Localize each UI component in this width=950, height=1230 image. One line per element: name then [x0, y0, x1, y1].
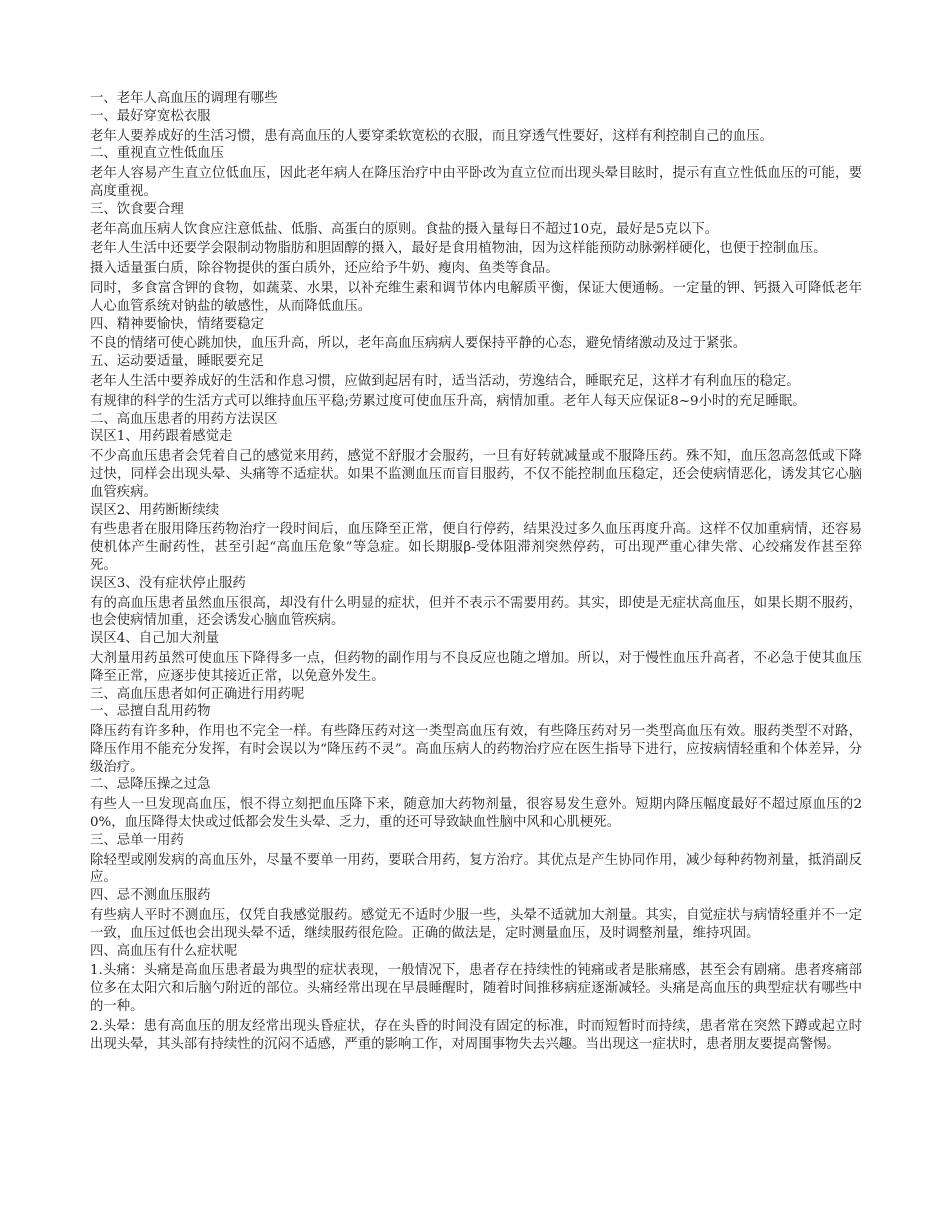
section-heading: 二、忌降压操之过急: [90, 777, 211, 793]
document-page: [90, 90, 862, 1053]
section-heading: 五、运动要适量，睡眠要充足: [90, 354, 265, 370]
paragraph: 有些患者在服用降压药物治疗一段时间后，血压降至正常，便自行停药，结果没过多久血压再度升高。这样不仅加重病情，还容易使机体产生耐药性，甚至引起“高血压危象”等急症。如长期服β-受体阻滞剂突然停药，可出现严重心律失常、心绞痛发作甚至猝死。: [90, 522, 862, 573]
section-heading: 误区4、自己加大剂量: [90, 631, 220, 647]
paragraph: 老年人生活中还要学会限制动物脂肪和胆固醇的摄入，最好是食用植物油，因为这样能预防动脉粥样硬化，也便于控制血压。: [90, 241, 827, 257]
paragraph: 有些病人平时不测血压，仅凭自我感觉服药。感觉无不适时少服一些，头晕不适就加大剂量。其实，自觉症状与病情轻重并不一定一致，血压过低也会出现头晕不适，继续服药很危险。正确的做法是，定时测量血压，及时调整剂量，维持巩固。: [90, 908, 862, 941]
section-heading: 四、精神要愉快，情绪要稳定: [90, 316, 265, 332]
section-heading: 三、饮食要合理: [90, 201, 184, 217]
paragraph: 有的高血压患者虽然血压很高，却没有什么明显的症状，但并不表示不需要用药。其实，即使是无症状高血压，如果长期不服药，也会使病情加重，还会诱发心脑血管疾病。: [90, 595, 862, 629]
section-heading: 误区1、用药跟着感觉走: [90, 429, 233, 445]
section-heading: 一、最好穿宽松衣服: [90, 108, 211, 124]
section-heading: 一、忌擅自乱用药物: [90, 704, 211, 720]
paragraph: 除轻型或刚发病的高血压外，尽量不要单一用药，要联合用药，复方治疗。其优点是产生协同作用，减少每种药物剂量，抵消副反应。: [90, 852, 862, 886]
section-heading: 四、高血压有什么症状呢: [90, 943, 238, 959]
paragraph: 老年人要养成好的生活习惯，患有高血压的人要穿柔软宽松的衣服，而且穿透气性要好，这样有利控制自己的血压。: [90, 128, 773, 144]
paragraph: 有规律的科学的生活方式可以维持血压平稳;劳累过度可使血压升高，病情加重。老年人每天应保证8~9小时的充足睡眠。: [90, 393, 806, 409]
paragraph: 降压药有许多种，作用也不完全一样。有些降压药对这一类型高血压有效，有些降压药对另一类型高血压有效。服药类型不对路，降压作用不能充分发挥，有时会误以为“降压药不灵”。高血压病人的药物治疗应在医生指导下进行，应按病情轻重和个体差异，分级治疗。: [90, 724, 862, 775]
paragraph: 老年人容易产生直立位低血压，因此老年病人在降压治疗中由平卧改为直立位而出现头晕目眩时，提示有直立性低血压的可能，要高度重视。: [90, 166, 862, 199]
paragraph: 有些人一旦发现高血压，恨不得立刻把血压降下来，随意加大药物剂量，很容易发生意外。短期内降压幅度最好不超过原血压的20%，血压降得太快或过低都会发生头晕、乏力，重的还可导致缺血性脑中风和心肌梗死。: [90, 797, 862, 831]
section-heading: 三、高血压患者如何正确进行用药呢: [90, 686, 305, 702]
section-heading: 二、高血压患者的用药方法误区: [90, 411, 278, 427]
section-heading: 四、忌不测血压服药: [90, 888, 211, 904]
section-heading: 一、老年人高血压的调理有哪些: [90, 91, 278, 106]
paragraph: 老年高血压病人饮食应注意低盐、低脂、高蛋白的原则。食盐的摄入量每日不超过10克，最好是5克以下。: [90, 221, 719, 237]
paragraph: 不少高血压患者会凭着自己的感觉来用药，感觉不舒服才会服药，一旦有好转就减量或不服降压药。殊不知，血压忽高忽低或下降过快，同样会出现头晕、头痛等不适症状。如果不监测血压而盲目服药，不仅不能控制血压稳定，还会使病情恶化，诱发其它心脑血管疾病。: [90, 449, 862, 500]
paragraph: 老年人生活中要养成好的生活和作息习惯，应做到起居有时，适当活动，劳逸结合，睡眠充足，这样才有利血压的稳定。: [90, 373, 800, 389]
paragraph: 2.头晕：患有高血压的朋友经常出现头昏症状，存在头昏的时间没有固定的标准，时而短暂时而持续，患者常在突然下蹲或起立时出现头晕，其头部有持续性的沉闷不适感，严重的影响工作，对周围事物失去兴趣。当出现这一症状时，患者朋友要提高警惕。: [90, 1018, 862, 1052]
paragraph: 1.头痛：头痛是高血压患者最为典型的症状表现，一般情况下，患者存在持续性的钝痛或者是胀痛感，甚至会有剧痛。患者疼痛部位多在太阳穴和后脑勺附近的部位。头痛经常出现在早晨睡醒时，随着时间推移病症逐渐减轻。头痛是高血压的典型症状有哪些中的一种。: [90, 963, 862, 1015]
section-heading: 误区3、没有症状停止服药: [90, 575, 246, 591]
section-heading: 误区2、用药断断续续: [90, 502, 220, 518]
paragraph: 不良的情绪可使心跳加快，血压升高，所以，老年高血压病病人要保持平静的心态，避免情绪激动及过于紧张。: [90, 336, 747, 352]
paragraph: 同时，多食富含钾的食物，如蔬菜、水果，以补充维生素和调节体内电解质平衡，保证大便通畅。一定量的钾、钙摄入可降低老年人心血管系统对钠盐的敏感性，从而降低血压。: [90, 280, 862, 314]
section-heading: 三、忌单一用药: [90, 832, 184, 848]
section-heading: 二、重视直立性低血压: [90, 146, 224, 162]
paragraph: 大剂量用药虽然可使血压下降得多一点，但药物的副作用与不良反应也随之增加。所以，对于慢性血压升高者，不必急于使其血压降至正常，应逐步使其接近正常，以免意外发生。: [90, 650, 862, 684]
paragraph: 摄入适量蛋白质，除谷物提供的蛋白质外，还应给予牛奶、瘦肉、鱼类等食品。: [90, 261, 559, 277]
